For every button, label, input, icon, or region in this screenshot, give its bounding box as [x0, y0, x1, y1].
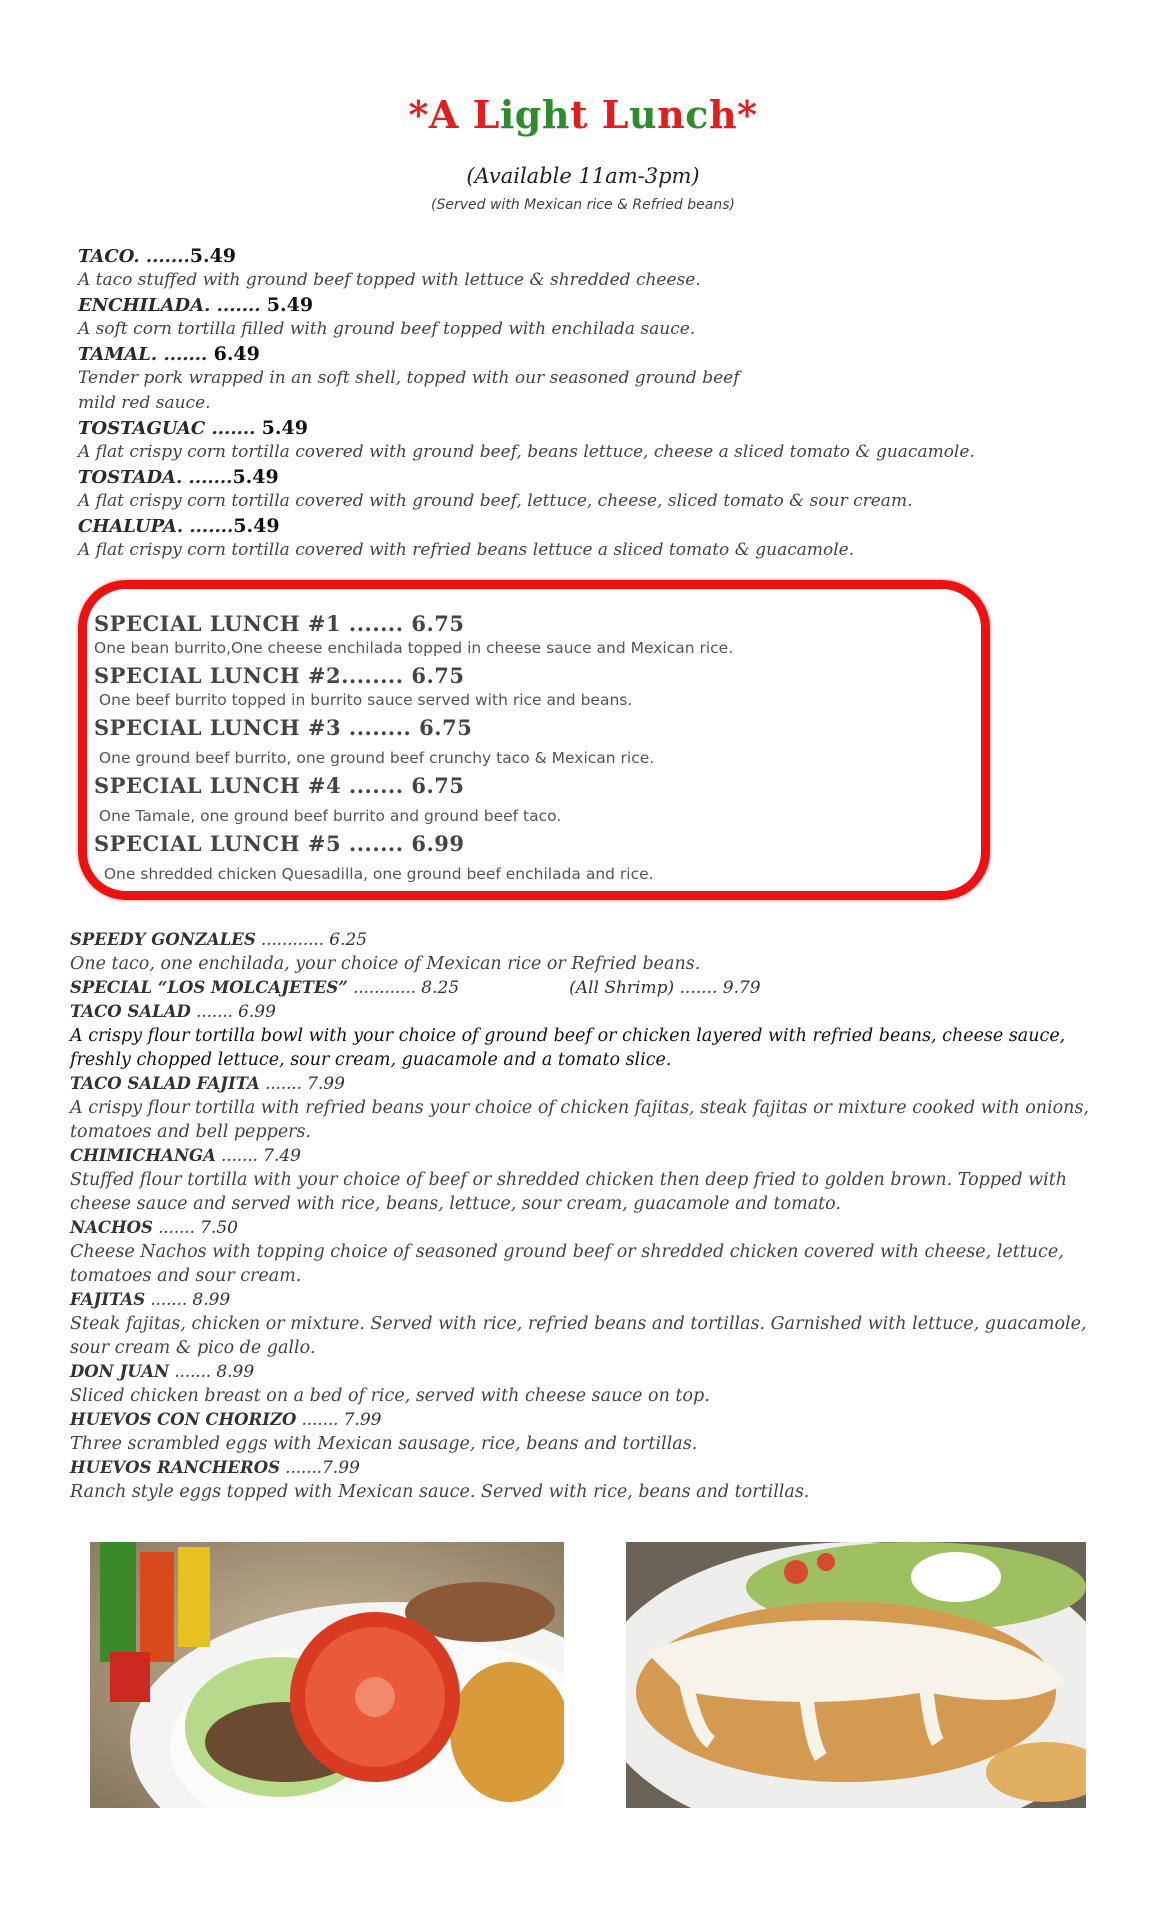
- title-letter: *: [737, 92, 758, 137]
- menu-item-name: [70, 1072, 1100, 1096]
- menu-item-name: [78, 514, 1038, 538]
- item-price: 7.49: [263, 1146, 301, 1166]
- title-letter: c: [685, 92, 709, 137]
- item-label: TOSTADA. .......: [78, 467, 233, 488]
- menu-item-name: [78, 244, 1038, 268]
- menu-item-name: [70, 1360, 1100, 1384]
- menu-item-description: A crispy flour tortilla with refried beans your choice of chicken fajitas, steak fajitas or mixture cooked with onions, tomatoes and bell peppers.: [70, 1098, 1089, 1142]
- item-label: CHALUPA. .......: [78, 516, 234, 537]
- availability-hours: (Available 11am-3pm): [466, 164, 700, 188]
- special-lunch-description: One shredded chicken Quesadilla, one ground beef enchilada and rice.: [94, 865, 654, 883]
- menu-item-name: [70, 928, 1100, 952]
- special-lunch-name: SPECIAL LUNCH #3 ........ 6.75: [94, 715, 473, 740]
- item-label: TAMAL. .......: [78, 344, 214, 365]
- menu-item-description: A soft corn tortilla filled with ground beef topped with enchilada sauce.: [78, 319, 696, 339]
- item-price: 7.99: [343, 1410, 382, 1430]
- title-letter: L: [601, 92, 630, 137]
- menu-item-name: [78, 293, 1038, 317]
- item-label: DON JUAN: [70, 1362, 170, 1381]
- item-label: TACO. .......: [78, 246, 190, 267]
- menu-item-description: Three scrambled eggs with Mexican sausage, rice, beans and tortillas.: [70, 1434, 698, 1454]
- menu-item-name: [70, 1000, 1100, 1024]
- menu-item-name: [70, 1288, 1100, 1312]
- title-letter: *: [408, 92, 429, 137]
- item-label: NACHOS: [70, 1218, 153, 1237]
- special-lunch-name: SPECIAL LUNCH #1 ....... 6.75: [94, 611, 465, 636]
- title-letter: n: [657, 92, 686, 137]
- menu-item-name: [78, 465, 1038, 489]
- menu-item-description: Ranch style eggs topped with Mexican sauce. Served with rice, beans and tortillas.: [70, 1482, 810, 1502]
- special-lunch-name: SPECIAL LUNCH #5 ....... 6.99: [94, 831, 465, 856]
- title-letter: A: [428, 92, 459, 137]
- item-label: HUEVOS CON CHORIZO: [70, 1410, 297, 1429]
- item-label: ENCHILADA. .......: [78, 295, 267, 316]
- chimichanga-plate-photo: [626, 1542, 1086, 1808]
- item-price: 5.49: [233, 515, 280, 537]
- item-label: TACO SALAD: [70, 1002, 191, 1021]
- light-lunch-list: [78, 244, 1038, 563]
- item-label: SPECIAL “LOS MOLCAJETES”: [70, 978, 348, 997]
- item-price: 8.99: [192, 1290, 231, 1310]
- item-leader-dots: .......: [169, 1362, 217, 1381]
- item-label: HUEVOS RANCHEROS: [70, 1458, 280, 1477]
- item-leader-dots: .......: [280, 1458, 322, 1477]
- item-price: 6.99: [238, 1002, 276, 1022]
- item-leader-dots: .......: [145, 1290, 193, 1309]
- menu-item-description: A crispy flour tortilla bowl with your choice of ground beef or chicken layered with refried beans, cheese sauce, freshly chopped lettuce, sour cream, guacamole and a tomato slice.: [70, 1026, 1066, 1070]
- menu-item-description: Sliced chicken breast on a bed of rice, served with cheese sauce on top.: [70, 1386, 710, 1406]
- title-letter: g: [514, 92, 542, 137]
- title-letter: u: [629, 92, 658, 137]
- special-lunch-description: One Tamale, one ground beef burrito and ground beef taco.: [94, 807, 562, 825]
- item-label: FAJITAS: [70, 1290, 146, 1309]
- special-lunch-description: One beef burrito topped in burrito sauce served with rice and beans.: [94, 691, 633, 709]
- menu-item-description: Stuffed flour tortilla with your choice of beef or shredded chicken then deep fried to golden brown. Topped with cheese sauce and served with rice, beans, lettuce, sour cream, guacamole and tomato.: [70, 1170, 1068, 1214]
- title-letter: i: [499, 92, 515, 137]
- menu-title: [0, 92, 1166, 137]
- served-with-note: (Served with Mexican rice & Refried beans): [431, 197, 735, 213]
- item-price: 5.49: [232, 466, 279, 488]
- menu-item-name: [70, 1144, 1100, 1168]
- title-letter: t: [570, 92, 589, 137]
- special-lunch-description: One ground beef burrito, one ground beef crunchy taco & Mexican rice.: [94, 749, 655, 767]
- item-extra-price: (All Shrimp) ....... 9.79: [569, 978, 761, 998]
- item-leader-dots: .......: [152, 1218, 201, 1237]
- title-letter: [459, 92, 473, 137]
- item-leader-dots: .......: [190, 1002, 239, 1021]
- item-leader-dots: .......: [259, 1074, 308, 1093]
- menu-item-description: A flat crispy corn tortilla covered with refried beans lettuce a sliced tomato & guacamole.: [78, 540, 855, 560]
- item-leader-dots: .......: [215, 1146, 264, 1165]
- special-lunch-list: [94, 610, 974, 888]
- item-price: 5.49: [261, 417, 308, 439]
- menu-item-description: A taco stuffed with ground beef topped with lettuce & shredded cheese.: [78, 270, 701, 290]
- title-letter: h: [541, 92, 570, 137]
- menu-item-description: Tender pork wrapped in an soft shell, topped with our seasoned ground beef mild red sauce.: [78, 368, 740, 413]
- item-leader-dots: ............: [255, 930, 330, 949]
- menu-item-description: One taco, one enchilada, your choice of Mexican rice or Refried beans.: [70, 954, 701, 974]
- special-lunch-name: SPECIAL LUNCH #4 ....... 6.75: [94, 773, 465, 798]
- menu-item-description: A flat crispy corn tortilla covered with ground beef, beans lettuce, cheese a sliced tomato & guacamole.: [78, 442, 975, 462]
- item-price: 6.25: [329, 930, 368, 950]
- menu-item-name: [78, 416, 1038, 440]
- menu-item-description: Cheese Nachos with topping choice of seasoned ground beef or shredded chicken covered with cheese, lettuce, tomatoes and sour cream.: [70, 1242, 1064, 1286]
- item-label: TACO SALAD FAJITA: [70, 1074, 260, 1093]
- special-lunch-name: SPECIAL LUNCH #2........ 6.75: [94, 663, 465, 688]
- title-letter: h: [708, 92, 738, 137]
- item-label: SPEEDY GONZALES: [70, 930, 256, 949]
- item-leader-dots: ............: [347, 978, 422, 997]
- item-leader-dots: .......: [296, 1410, 344, 1429]
- item-price: 7.99: [321, 1458, 360, 1478]
- item-price: 7.50: [200, 1218, 238, 1238]
- main-menu-list: [70, 928, 1100, 1504]
- menu-item-name: [70, 1216, 1100, 1240]
- menu-item-name: [78, 342, 1038, 366]
- menu-item-name: [70, 1408, 1100, 1432]
- menu-item-name: [70, 1456, 1100, 1480]
- item-label: TOSTAGUAC .......: [78, 418, 262, 439]
- item-price: 6.49: [213, 343, 260, 365]
- item-price: 7.99: [307, 1074, 345, 1094]
- item-price: 8.99: [216, 1362, 255, 1382]
- special-lunch-description: One bean burrito,One cheese enchilada topped in cheese sauce and Mexican rice.: [94, 639, 734, 657]
- item-price: 8.25: [421, 978, 460, 998]
- menu-item-description: A flat crispy corn tortilla covered with ground beef, lettuce, cheese, sliced tomato & sour cream.: [78, 491, 913, 511]
- taco-plate-photo: [90, 1542, 564, 1808]
- item-price: 5.49: [189, 245, 237, 267]
- item-price: 5.49: [266, 294, 314, 316]
- item-label: CHIMICHANGA: [70, 1146, 216, 1165]
- title-letter: [588, 92, 602, 137]
- menu-item-name: [70, 976, 1100, 1000]
- title-letter: L: [472, 92, 500, 137]
- menu-item-description: Steak fajitas, chicken or mixture. Served with rice, refried beans and tortillas. Garnished with lettuce, guacamole, sour cream & pico de gallo.: [70, 1314, 1087, 1358]
